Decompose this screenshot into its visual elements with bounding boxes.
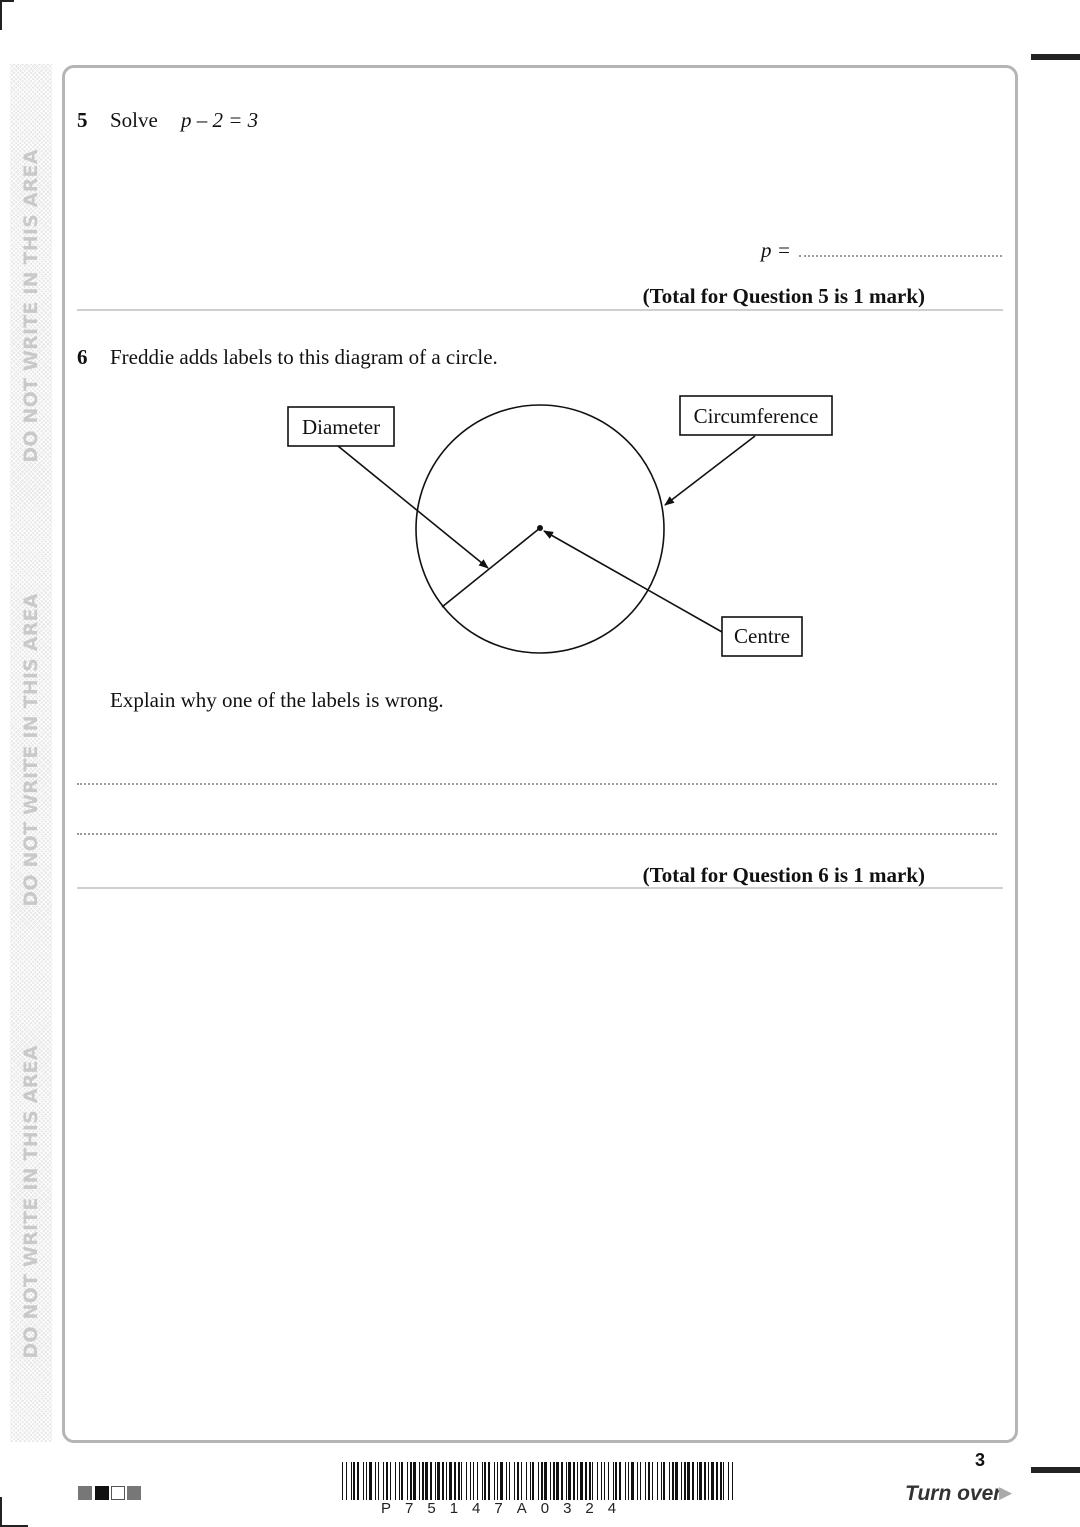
barcode [342, 1462, 742, 1504]
barcode-bar [669, 1462, 670, 1500]
question-5-number: 5 [77, 108, 88, 132]
question-6-answer-line-1[interactable] [77, 783, 997, 785]
barcode-bar [645, 1462, 646, 1500]
barcode-bar [458, 1462, 460, 1500]
barcode-bar [608, 1462, 609, 1500]
footer-marker-3 [111, 1486, 125, 1500]
barcode-bar [628, 1462, 629, 1500]
barcode-bar [351, 1462, 352, 1500]
barcode-bar [466, 1462, 467, 1500]
barcode-bar [711, 1462, 714, 1500]
barcode-bar [648, 1462, 650, 1500]
barcode-bar [619, 1462, 621, 1500]
barcode-bar [566, 1462, 567, 1500]
barcode-bar [484, 1462, 486, 1500]
barcode-bar [556, 1462, 559, 1500]
barcode-bar [684, 1462, 686, 1500]
barcode-bar [506, 1462, 507, 1500]
barcode-bar [704, 1462, 706, 1500]
barcode-bar [675, 1462, 678, 1500]
barcode-bar [383, 1462, 384, 1500]
centre-arrow [544, 531, 722, 632]
barcode-bar [568, 1462, 571, 1500]
question-6-answer-line-2[interactable] [77, 833, 997, 835]
barcode-bar [697, 1462, 698, 1500]
barcode-bar [470, 1462, 471, 1500]
do-not-write-text: DO NOT WRITE IN THIS AREA [20, 149, 42, 463]
barcode-bar [461, 1462, 462, 1500]
barcode-bar [375, 1462, 376, 1500]
barcode-bar [422, 1462, 424, 1500]
barcode-bar [716, 1462, 718, 1500]
barcode-bar [454, 1462, 456, 1500]
barcode-bar [613, 1462, 614, 1500]
barcode-bar [514, 1462, 515, 1500]
barcode-bar [631, 1462, 634, 1500]
barcode-bar [378, 1462, 379, 1500]
barcode-bar [538, 1462, 539, 1500]
barcode-bar [435, 1462, 436, 1500]
diameter-arrow [338, 446, 488, 568]
barcode-bar [425, 1462, 428, 1500]
barcode-bar [728, 1462, 729, 1500]
barcode-bar [399, 1462, 400, 1500]
barcode-bar [637, 1462, 638, 1500]
registration-bar-bottom [1031, 1467, 1080, 1473]
question-5-total: (Total for Question 5 is 1 mark) [642, 284, 925, 308]
barcode-bar [699, 1462, 702, 1500]
barcode-bar [604, 1462, 605, 1500]
turn-over-text: Turn over [905, 1482, 1002, 1505]
barcode-bar [615, 1462, 617, 1500]
barcode-bar [363, 1462, 364, 1500]
barcode-bar [720, 1462, 722, 1500]
barcode-bar [488, 1462, 490, 1500]
barcode-bar [601, 1462, 602, 1500]
barcode-bar [497, 1462, 498, 1500]
barcode-bar [500, 1462, 503, 1500]
page-number: 3 [975, 1450, 986, 1470]
barcode-bar [553, 1462, 555, 1500]
barcode-bar [410, 1462, 412, 1500]
barcode-bar [589, 1462, 591, 1500]
barcode-bar [353, 1462, 355, 1500]
do-not-write-text: DO NOT WRITE IN THIS AREA [20, 593, 42, 907]
barcode-bar [663, 1462, 665, 1500]
barcode-bar [482, 1462, 483, 1500]
do-not-write-text: DO NOT WRITE IN THIS AREA [20, 1045, 42, 1359]
footer-marker-1 [78, 1486, 92, 1500]
question-6-prompt: Freddie adds labels to this diagram of a circle. [110, 345, 498, 369]
question-5-prompt: Solve [110, 108, 158, 132]
barcode-bar [681, 1462, 682, 1500]
barcode-bar [517, 1462, 519, 1500]
barcode-bar [369, 1462, 372, 1500]
barcode-bar [657, 1462, 658, 1500]
barcode-bar [640, 1462, 641, 1500]
circumference-arrow [665, 436, 755, 505]
barcode-bar [407, 1462, 408, 1500]
barcode-bar [541, 1462, 543, 1500]
barcode-bar [442, 1462, 444, 1500]
barcode-bar [692, 1462, 694, 1500]
barcode-bar [509, 1462, 510, 1500]
footer-marker-4 [127, 1486, 141, 1500]
barcode-bar [386, 1462, 388, 1500]
circle-diagram [0, 0, 1080, 720]
barcode-bar [526, 1462, 527, 1500]
question-6-instruction: Explain why one of the labels is wrong. [110, 688, 444, 712]
barcode-bar [625, 1462, 626, 1500]
barcode-bar [585, 1462, 587, 1500]
barcode-bar [532, 1462, 534, 1500]
barcode-bar [477, 1462, 478, 1500]
barcode-bar [661, 1462, 662, 1500]
barcode-bar [687, 1462, 690, 1500]
barcode-bar [395, 1462, 396, 1500]
circumference-label: Circumference [693, 404, 819, 428]
barcode-bar [366, 1462, 367, 1500]
barcode-bar [597, 1462, 598, 1500]
question-5-answer-label: p = [761, 238, 791, 262]
centre-label: Centre [734, 624, 790, 648]
barcode-bar [732, 1462, 733, 1500]
footer-marker-2 [95, 1486, 109, 1500]
question-6-total: (Total for Question 6 is 1 mark) [642, 863, 925, 887]
question-6-divider [77, 887, 1003, 889]
barcode-bar [580, 1462, 583, 1500]
barcode-bar [346, 1462, 347, 1500]
barcode-bar [342, 1462, 343, 1500]
barcode-bar [544, 1462, 547, 1500]
barcode-bar [561, 1462, 563, 1500]
barcode-bar [530, 1462, 531, 1500]
diameter-label: Diameter [301, 415, 381, 439]
question-5-equation: p – 2 = 3 [181, 108, 259, 132]
barcode-bar [592, 1462, 593, 1500]
barcode-bar [430, 1462, 432, 1500]
barcode-bar [401, 1462, 403, 1500]
barcode-bar [390, 1462, 391, 1500]
barcode-bar [357, 1462, 359, 1500]
barcode-bar [449, 1462, 452, 1500]
barcode-bar [550, 1462, 551, 1500]
barcode-bar [437, 1462, 440, 1500]
turn-over-arrow-icon: ▶ [999, 1483, 1013, 1503]
barcode-bar [494, 1462, 495, 1500]
barcode-bar [577, 1462, 578, 1500]
barcode-bar [473, 1462, 474, 1500]
question-6-number: 6 [77, 345, 88, 369]
crop-mark-bottom-left-v [0, 1497, 2, 1527]
barcode-bar [521, 1462, 522, 1500]
barcode-bar [652, 1462, 653, 1500]
barcode-digits: P75147A0324 [381, 1500, 631, 1517]
barcode-bar [419, 1462, 420, 1500]
barcode-bar [413, 1462, 416, 1500]
barcode-bar [723, 1462, 724, 1500]
radius-line [442, 528, 540, 607]
barcode-bar [573, 1462, 575, 1500]
barcode-bar [708, 1462, 709, 1500]
barcode-bar [446, 1462, 447, 1500]
barcode-bar [672, 1462, 674, 1500]
